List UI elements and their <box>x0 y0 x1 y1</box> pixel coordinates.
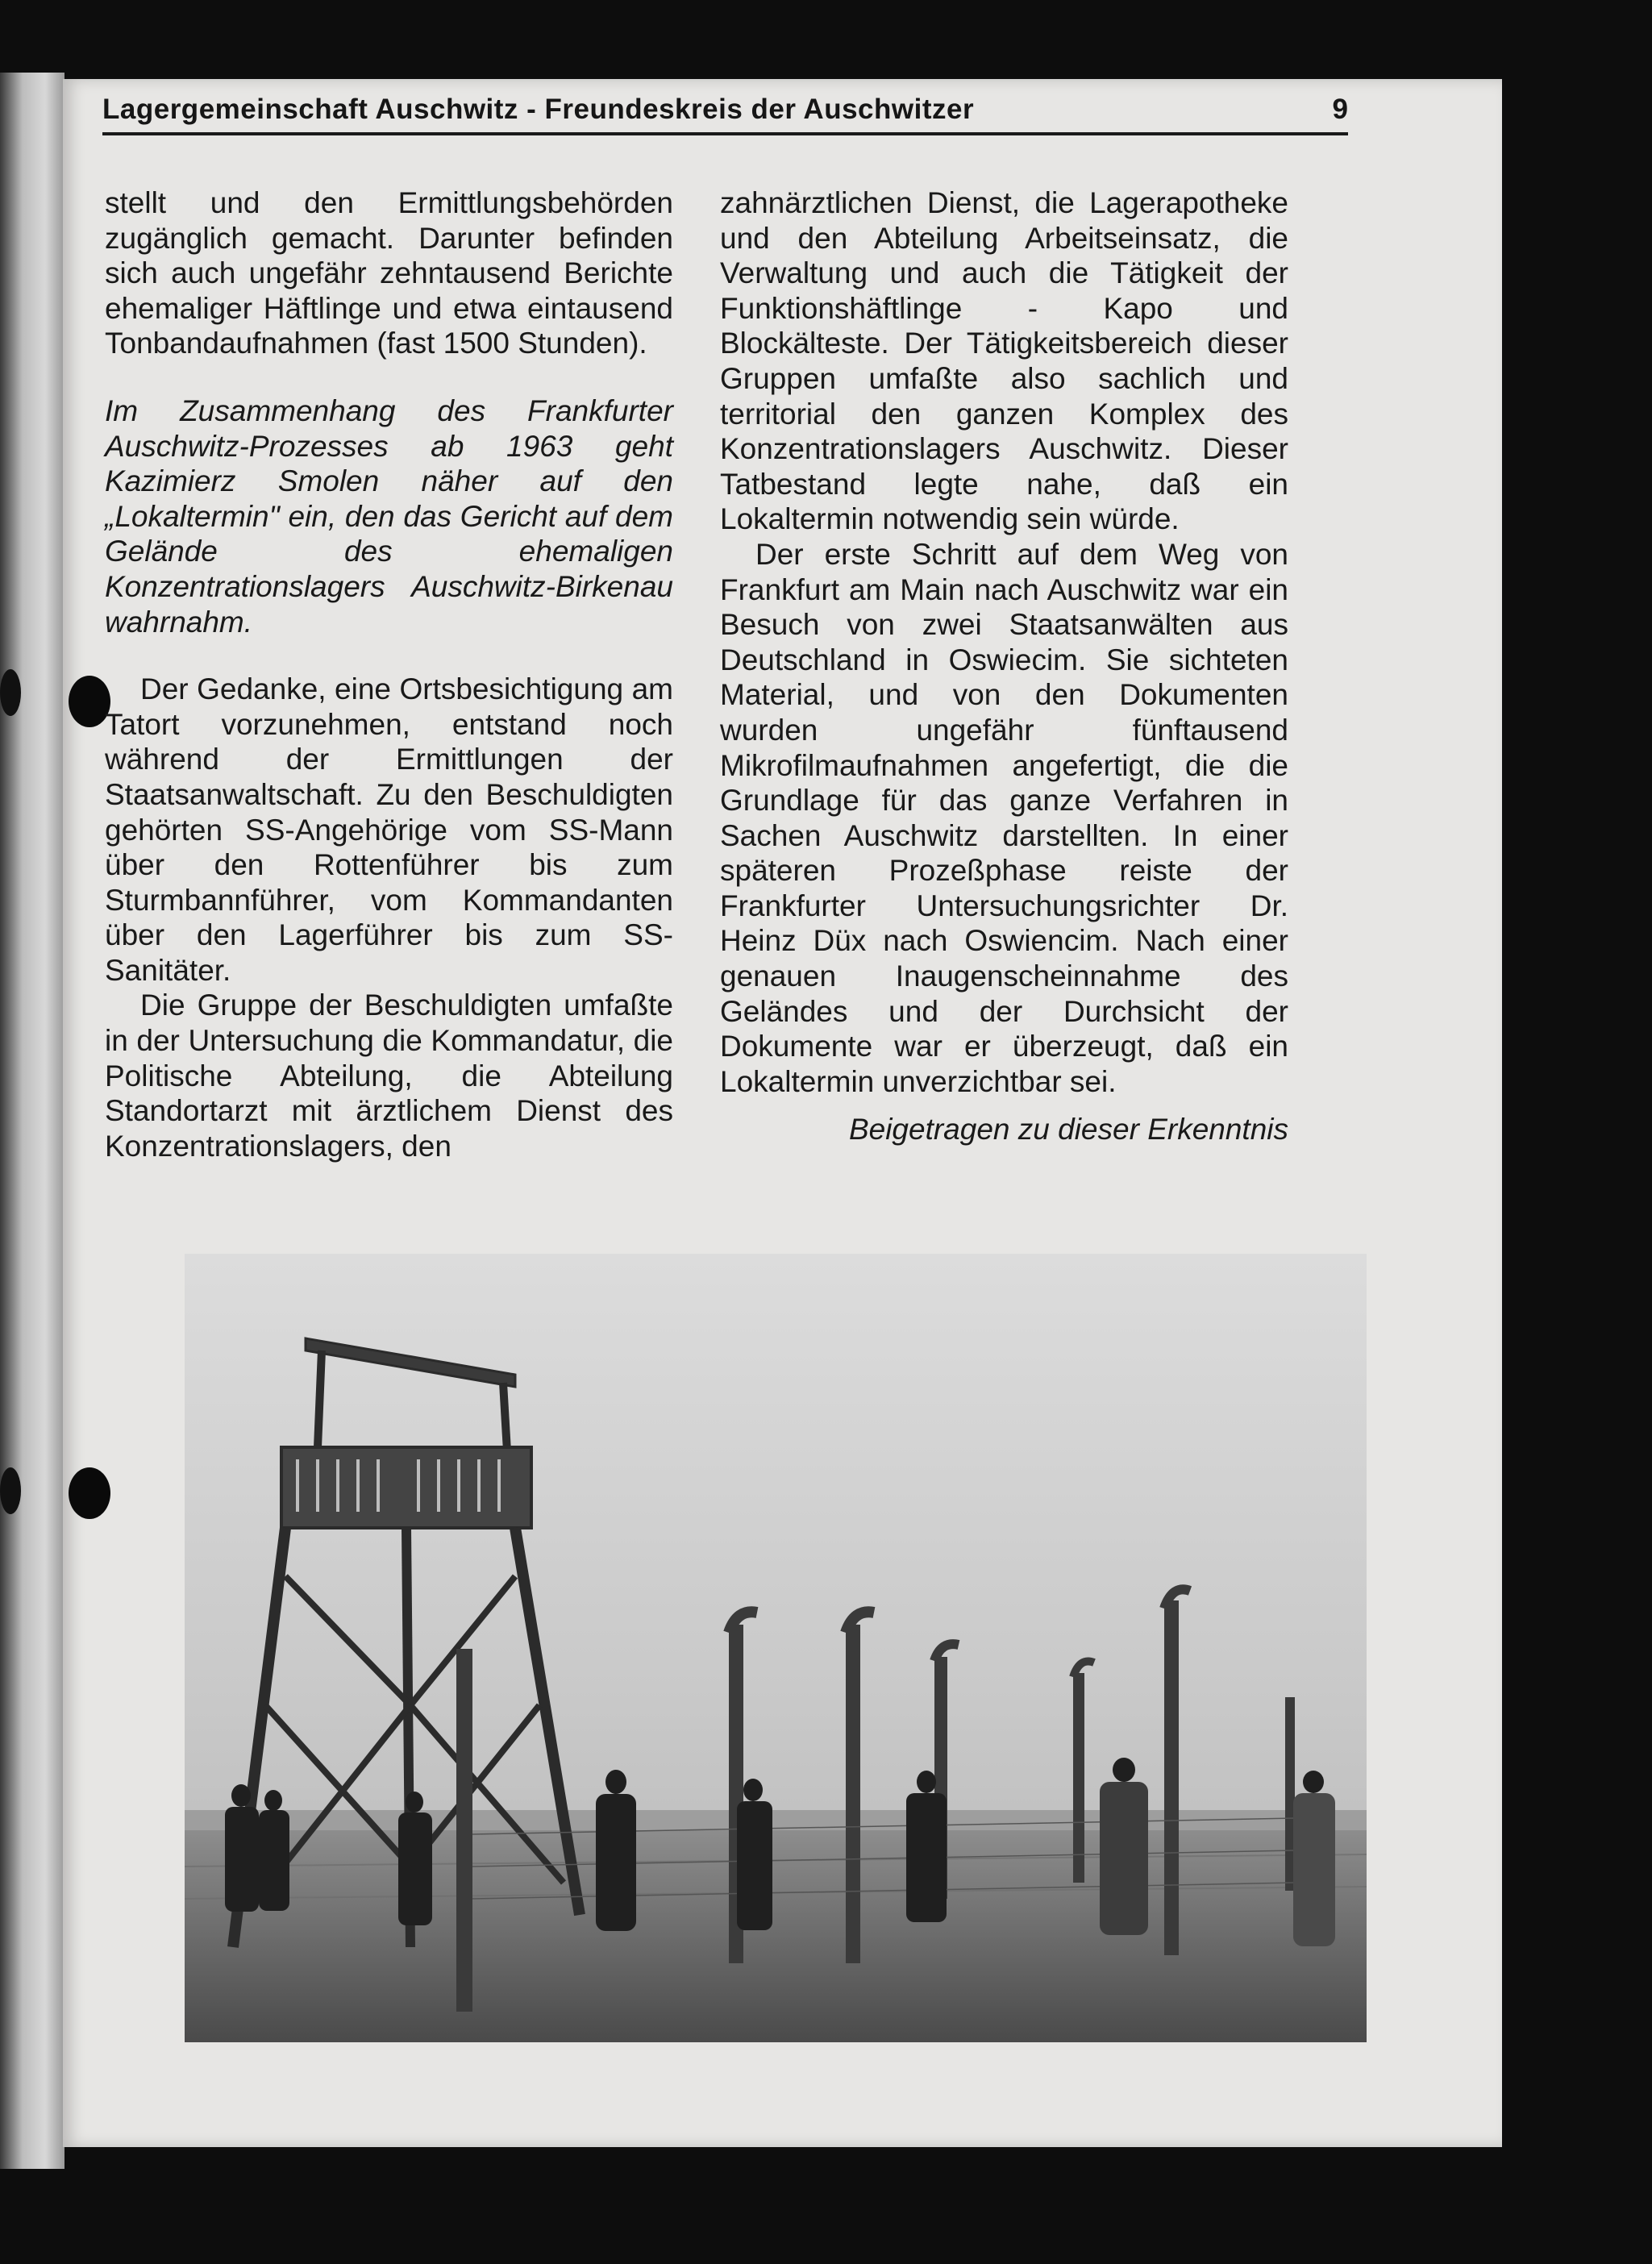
right-text-column <box>720 185 1288 1147</box>
body-paragraph: Der erste Schritt auf dem Weg von Frankfurt am Main nach Auschwitz war ein Besuch von zwei Staatsanwälten aus Deutschland in Oswiecim. Sie sichteten Material, und von den Dokumenten wurden ungefähr fünftausend Mikrofilmaufnahmen angefertigt, die die Grundlage für das ganze Verfahren in Sachen Auschwitz darstellten. In einer späteren Prozeßphase reiste der Frankfurter Untersuchungsrichter Dr. Heinz Düx nach Oswiencim. Nach einer genauen Inaugenscheinnahme des Geländes und der Durchsicht der Dokumente war er überzeugt, daß ein Lokaltermin unverzichtbar sei. <box>720 537 1288 1098</box>
body-paragraph: Die Gruppe der Beschuldigten umfaßte in der Untersuchung die Kommandatur, die Politische Abteilung, die Abteilung Standortarzt mit ärztlichem Dienst des Konzentrationslagers, den <box>105 988 673 1163</box>
page-header <box>102 87 1348 135</box>
left-text-column <box>105 185 673 1163</box>
header-title: Lagergemeinschaft Auschwitz - Freundeskreis der Auschwitzer <box>102 94 975 125</box>
article-intro: Im Zusammenhang des Frankfurter Auschwitz-Prozesses ab 1963 geht Kazimierz Smolen näher auf den „Lokaltermin" ein, den das Gericht auf dem Gelände des ehemaligen Konzentrationslagers Auschwitz-Birkenau wahrnahm. <box>105 393 673 639</box>
photo-credit: Beigetragen zu dieser Erkenntnis <box>848 1113 1288 1147</box>
body-paragraph: stellt und den Ermittlungsbehörden zugänglich gemacht. Darunter befinden sich auch ungefähr zehntausend Berichte ehemaliger Häftlinge und etwa eintausend Tonbandaufnahmen (fast 1500 Stunden). <box>105 186 673 360</box>
watchtower-photo <box>185 1254 1367 2042</box>
watchtower-photo-graphic <box>185 1254 1367 2042</box>
body-paragraph: zahnärztlichen Dienst, die Lagerapotheke und den Abteilung Arbeitseinsatz, die Verwaltung und auch die Tätigkeit der Funktionshäftlinge - Kapo und Blockälteste. Der Tätigkeitsbereich dieser Gruppen umfaßte also sachlich und territorial den ganzen Komplex des Konzentrationslagers Auschwitz. Dieser Tatbestand legte nahe, daß ein Lokaltermin notwendig sein würde. <box>720 186 1288 536</box>
previous-page-punch-hole <box>0 669 21 716</box>
previous-page-punch-hole <box>0 1467 21 1514</box>
previous-page-edge <box>0 73 64 2169</box>
punch-hole <box>69 1467 110 1519</box>
page-number: 9 <box>1332 94 1348 125</box>
body-paragraph: Der Gedanke, eine Ortsbesichtigung am Tatort vorzunehmen, entstand noch während der Ermittlungen der Staatsanwaltschaft. Zu den Beschuldigten gehörten SS-Angehörige vom SS-Mann über den Rottenführer bis zum Sturmbannführer, vom Kommandanten über den Lagerführer bis zum SS-Sanitäter. <box>105 672 673 987</box>
